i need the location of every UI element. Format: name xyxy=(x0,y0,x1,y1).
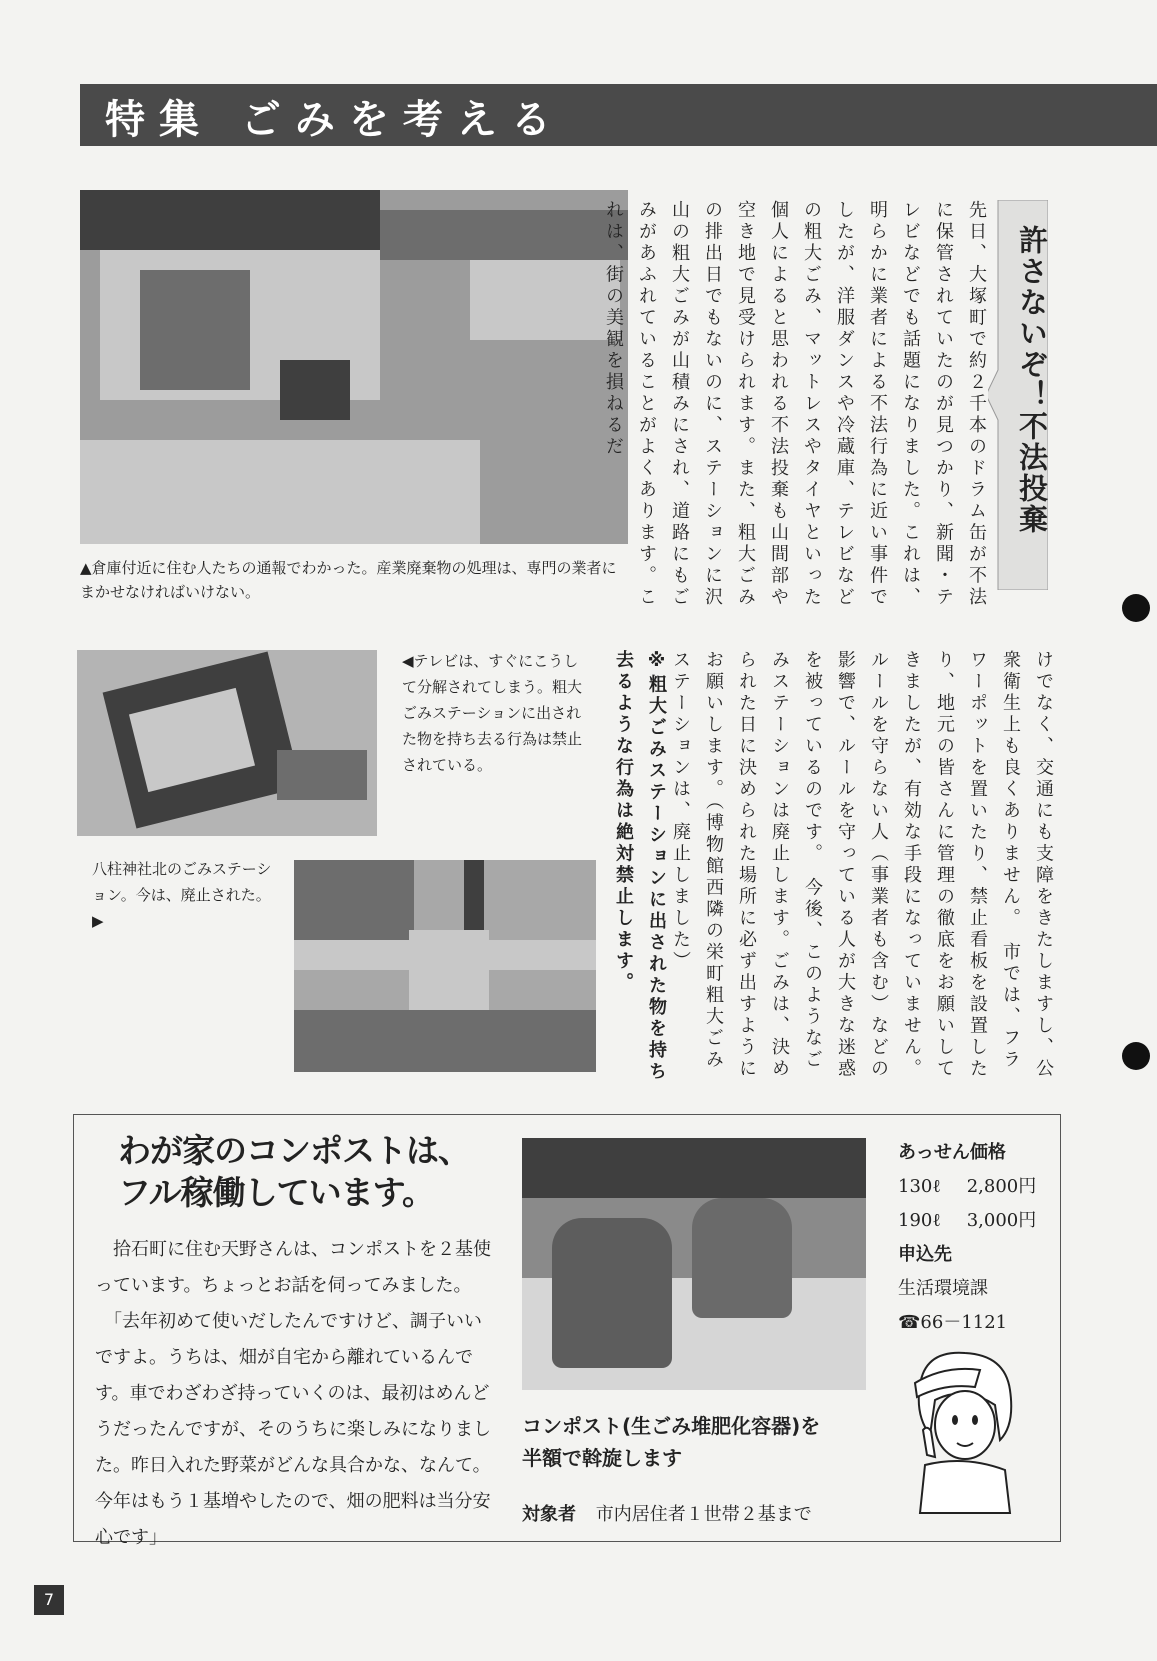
compost-title-line1: わが家のコンポストは、 xyxy=(118,1131,470,1170)
compost-title xyxy=(118,1130,470,1214)
mascot-illustration xyxy=(905,1345,1025,1515)
compost-offer-line2: 半額で斡旋します xyxy=(522,1446,682,1470)
compost-photo xyxy=(522,1138,866,1390)
article-col2: けでなく、交通にも支障をきたしますし、公衆衛生上も良くありません。 市では、フラワーポットを置いたり、禁止看板を設置したり、地元の皆さんに管理の徹底をお願いしてきましたが、有効な手段になっていません。ルールを守らない人（事業者も含む）などの影響で、ルールを守っている人が大きな迷惑を被っているのです。 今後、このようなごみステーションは廃止します。ごみは、決められた日に決められた場所に必ず出すようにお願いします。（博物館西隣の栄町粗大ごみステーションは、廃止しました） xyxy=(670,650,1054,1080)
price-row-2 xyxy=(898,1204,1036,1238)
photo1-caption: ▲倉庫付近に住む人たちの通報でわかった。産業廃棄物の処理は、専門の業者にまかせなければいけない。 xyxy=(80,559,617,601)
compost-target xyxy=(522,1500,812,1526)
garbage-station-photo xyxy=(294,860,596,1072)
price1-size: 130ℓ xyxy=(898,1176,941,1197)
hole-punch-dot-2 xyxy=(1122,1042,1150,1070)
compost-offer xyxy=(522,1410,820,1474)
article-col1: 先日、大塚町で約２千本のドラム缶が不法に保管されていたのが見つかり、新聞・テレビなどでも話題になりました。これは、明らかに業者による不法行為に近い事件でしたが、洋服ダンスや冷蔵庫、テレビなどの粗大ごみ、マットレスやタイヤといった個人によると思われる不法投棄も山間部や空き地で見受けられます。また、粗大ごみの排出日でもないのに、ステーションに沢山の粗大ごみが山積みにされ、道路にもごみがあふれていることがよくあります。これは、街の美観を損ねるだ xyxy=(603,200,987,609)
warehouse-photo xyxy=(80,190,628,544)
price2-size: 190ℓ xyxy=(898,1210,941,1231)
photo2-caption: ◀テレビは、すぐにこうして分解されてしまう。粗大ごみステーションに出された物を持ち去る行為は禁止されている。 xyxy=(402,652,583,774)
tv-photo xyxy=(77,650,377,836)
article-heading: 許さないぞ！不法投棄 xyxy=(1015,225,1049,535)
target-value: 市内居住者１世帯２基まで xyxy=(595,1504,812,1525)
hole-punch-dot-1 xyxy=(1122,594,1150,622)
apply-dept: 生活環境課 xyxy=(898,1278,988,1299)
price2-value: 3,000円 xyxy=(966,1210,1037,1231)
page-number: 7 xyxy=(34,1585,64,1615)
compost-offer-line1: コンポスト(生ごみ堆肥化容器)を xyxy=(522,1414,821,1438)
photo3-caption: 八柱神社北のごみステーション。今は、廃止された。▶ xyxy=(92,860,272,930)
apply-heading: 申込先 xyxy=(898,1244,952,1265)
compost-title-line2: フル稼働しています。 xyxy=(118,1173,435,1212)
page-title: 特集 ごみを考える xyxy=(105,97,565,143)
price-row-1 xyxy=(898,1170,1036,1204)
compost-body: 拾石町に住む天野さんは、コンポストを２基使っています。ちょっとお話を伺ってみました。 「去年初めて使いだしたんですけど、調子いいですよ。うちは、畑が自宅から離れているんです。車でわざわざ持っていくのは、最初はめんどうだったんですが、そのうちに楽しみになりました。昨日入れた野菜がどんな具合かな、なんて。今年はもう１基増やしたので、畑の肥料は当分安心です」 xyxy=(95,1239,491,1548)
apply-tel: ☎66－1121 xyxy=(898,1312,1008,1333)
price-info xyxy=(898,1136,1036,1340)
price-heading: あっせん価格 xyxy=(898,1142,1006,1163)
price1-value: 2,800円 xyxy=(966,1176,1037,1197)
target-label: 対象者 xyxy=(522,1504,576,1525)
article-note: ※粗大ごみステーションに出された物を持ち去るような行為は絶対禁止します。 xyxy=(613,650,667,1083)
